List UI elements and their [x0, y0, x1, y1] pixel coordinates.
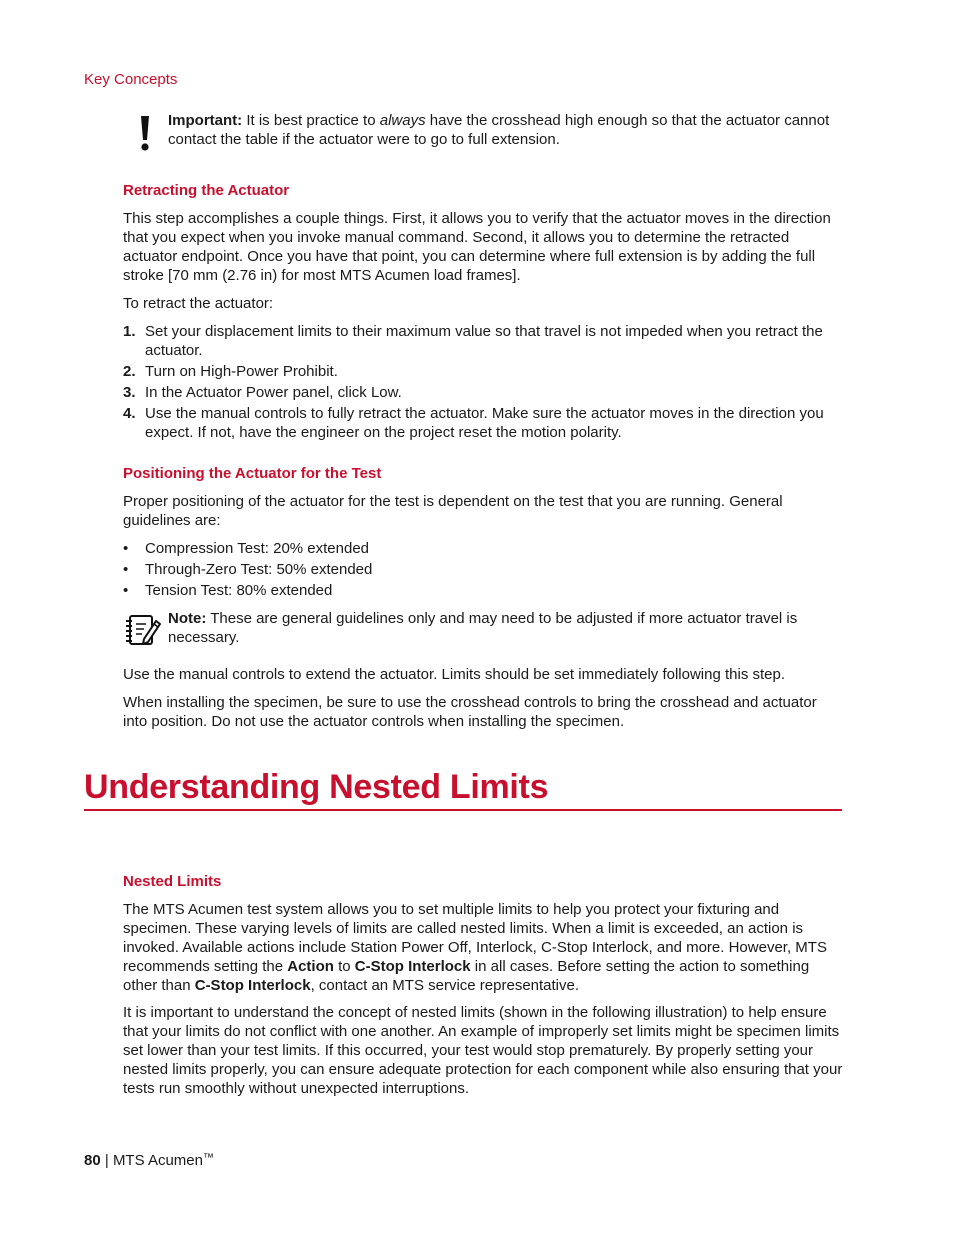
section-title-positioning: Positioning the Actuator for the Test [123, 465, 382, 482]
step-text: Turn on High-Power Prohibit. [145, 363, 338, 380]
bullet: • [123, 582, 129, 599]
positioning-para-1: Use the manual controls to extend the actuator. Limits should be set immediately following this step. [123, 666, 786, 683]
product-name: MTS Acumen [112, 1152, 203, 1169]
retract-steps-list [123, 322, 845, 442]
bullet-text: Compression Test: 20% extended [145, 540, 370, 557]
note-label: Note: [168, 610, 207, 627]
important-callout [168, 111, 848, 149]
retracting-intro: This step accomplishes a couple things. First, it allows you to verify that the actuator moves in the direction that you expect when you invoke manual command. Second, it allows you to determine the retracted actuator endpoint. Once you have that point, you can determine where full extension is by adding the full stroke [70 mm (2.76 in) for most MTS Acumen load frames]. [123, 210, 831, 284]
step-text: Set your displacement limits to their maximum value so that travel is not impeded when you retract the actuator. [145, 323, 823, 359]
list-item [123, 560, 845, 579]
section-title-retracting: Retracting the Actuator [123, 182, 290, 199]
action-term: Action [287, 958, 334, 975]
step-number: 1. [123, 323, 136, 340]
guidelines-list [123, 539, 845, 600]
nested-para-1 [123, 900, 845, 995]
note-callout [168, 609, 848, 647]
page-number: 80 [84, 1152, 101, 1169]
list-item [123, 581, 845, 600]
nested-text-e: , contact an MTS service representative. [310, 977, 580, 994]
chapter-heading: Understanding Nested Limits [84, 768, 549, 806]
step-number: 2. [123, 363, 136, 380]
footer-separator: | [104, 1152, 109, 1169]
step-number: 3. [123, 384, 136, 401]
bullet: • [123, 561, 129, 578]
important-label: Important: [168, 112, 243, 129]
nested-text-d: in all cases. Before setting the action to something other than [123, 958, 810, 994]
nested-text-a: The MTS Acumen test system allows you to set multiple limits to help you protect your fixturing and specimen. These varying levels of limits are called nested limits. When a limit is exceeded, an action is invoked. Available actions include Station Power Off, Interlock, C-Stop Interlock, and more. However, MTS recommends setting the [123, 901, 827, 975]
nested-text-c: to [338, 958, 351, 975]
trademark: ™ [202, 1152, 214, 1164]
chapter-header: Key Concepts [84, 71, 178, 88]
important-text-a: It is best practice to [246, 112, 376, 129]
nested-para-2: It is important to understand the concept of nested limits (shown in the following illustration) to help ensure that your limits do not conflict with one another. An example of improperly set limits might be specimen limits set lower than your test limits. If this occurred, your test would stop prematurely. By properly setting your nested limits properly, you can ensure adequate protection for each component while also ensuring that your tests run smoothly without unexpected interruptions. [123, 1004, 843, 1097]
list-item [123, 404, 845, 442]
important-emphasis: always [379, 112, 426, 129]
section-title-nested: Nested Limits [123, 873, 222, 890]
cstop-term: C-Stop Interlock [354, 958, 471, 975]
bullet-text: Through-Zero Test: 50% extended [145, 561, 373, 578]
bullet-text: Tension Test: 80% extended [145, 582, 333, 599]
important-text-b: have the crosshead high enough so that the actuator cannot contact the table if the actuator were to go to full extension. [168, 112, 830, 148]
step-text: In the Actuator Power panel, click Low. [145, 384, 402, 401]
note-text: These are general guidelines only and may need to be adjusted if more actuator travel is necessary. [168, 610, 798, 646]
list-item [123, 539, 845, 558]
step-text: Use the manual controls to fully retract the actuator. Make sure the actuator moves in the direction you expect. If not, have the engineer on the project reset the motion polarity. [145, 405, 824, 441]
positioning-intro: Proper positioning of the actuator for the test is dependent on the test that you are running. General guidelines are: [123, 493, 783, 529]
heading-rule [84, 809, 842, 811]
retracting-lead: To retract the actuator: [123, 295, 274, 312]
cstop-term-2: C-Stop Interlock [194, 977, 311, 994]
positioning-para-2: When installing the specimen, be sure to use the crosshead controls to bring the crosshead and actuator into position. Do not use the actuator controls when installing the specimen. [123, 694, 817, 730]
bullet: • [123, 540, 129, 557]
page-footer [84, 1149, 214, 1170]
step-number: 4. [123, 405, 136, 422]
list-item [123, 362, 845, 381]
note-pencil-icon [124, 612, 162, 648]
list-item [123, 322, 845, 360]
exclamation-icon [130, 112, 160, 152]
list-item [123, 383, 845, 402]
